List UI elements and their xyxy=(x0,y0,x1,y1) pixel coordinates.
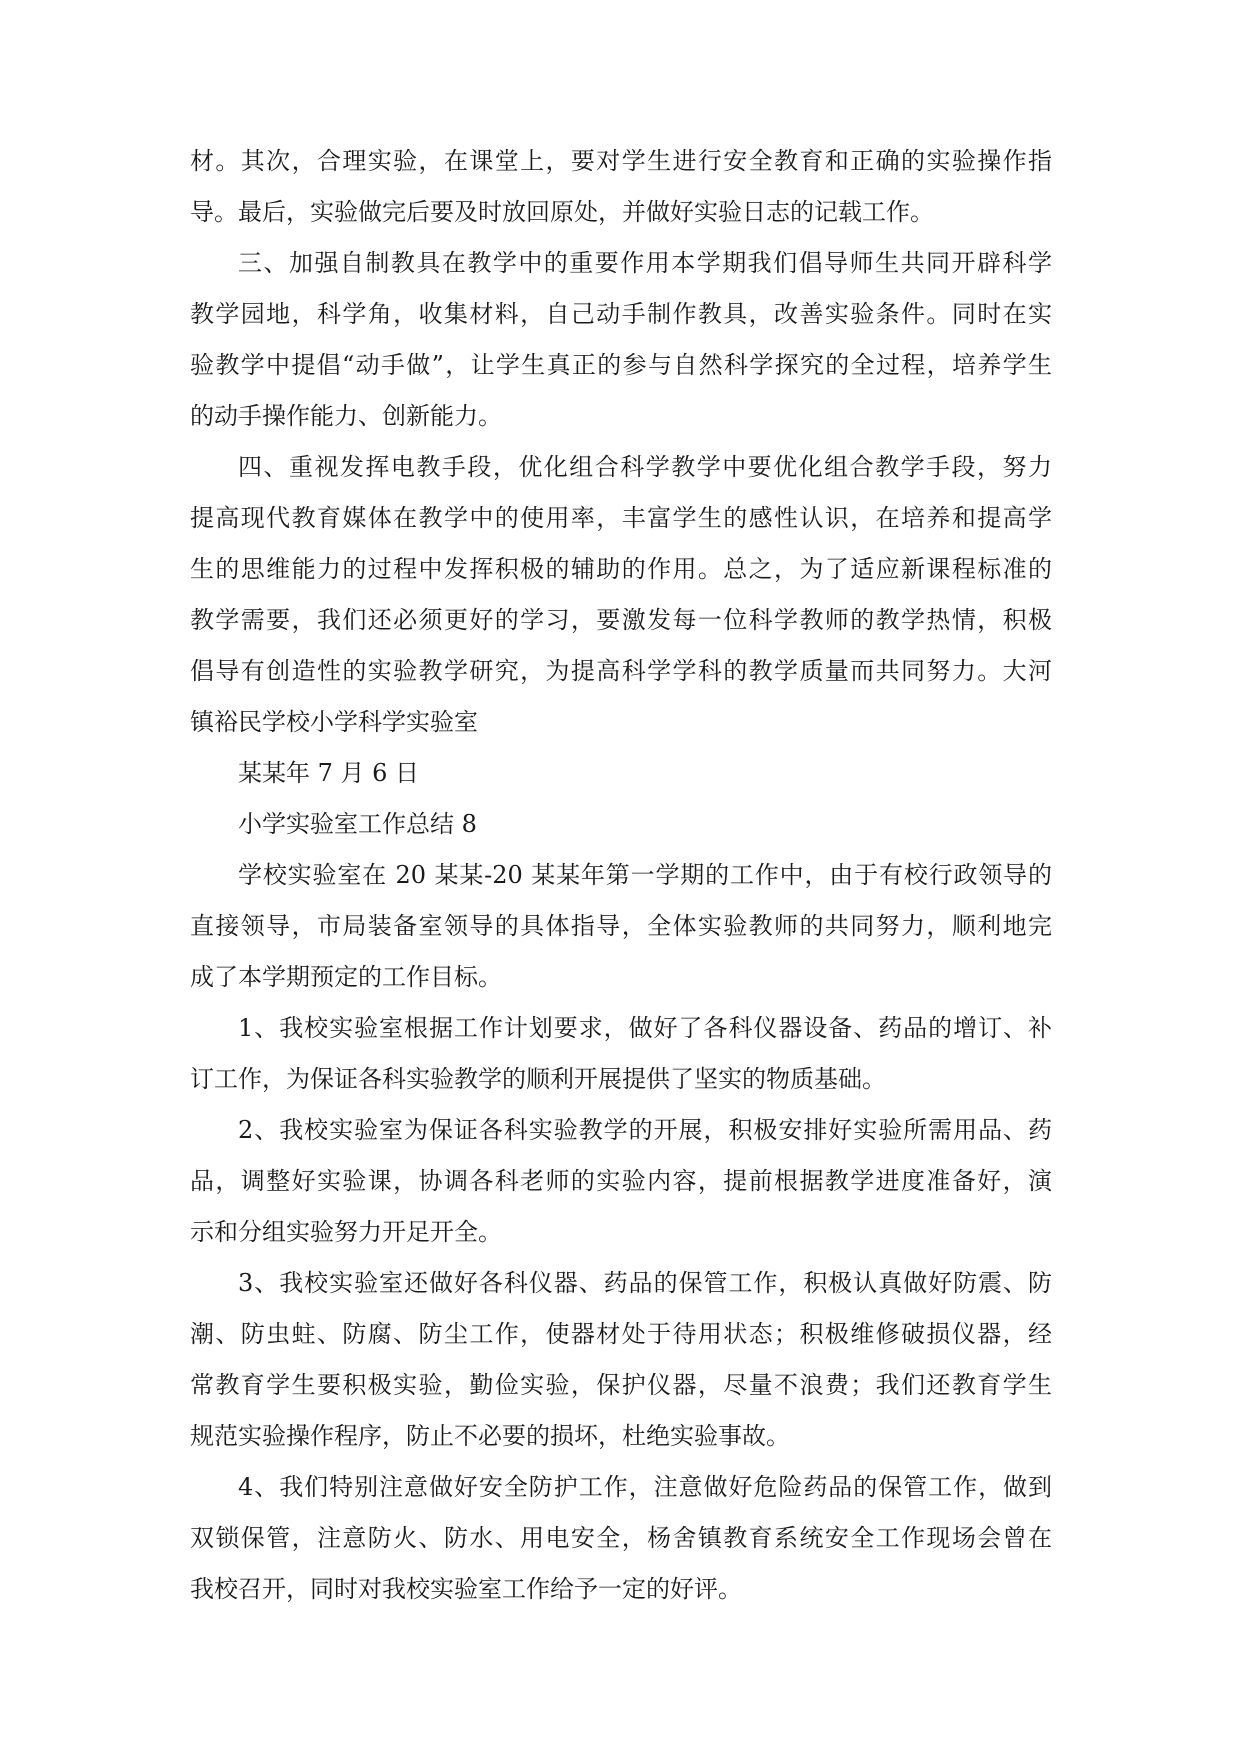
text-line: 4、我们特别注意做好安全防护工作，注意做好危险药品的保管工作，做到 xyxy=(238,1473,1052,1501)
text-line: 3、我校实验室还做好各科仪器、药品的保管工作，积极认真做好防震、防 xyxy=(238,1269,1052,1297)
text-line: 教学园地，科学角，收集材料，自己动手制作教具，改善实验条件。同时在实 xyxy=(190,300,1052,328)
text-line: 的动手操作能力、创新能力。 xyxy=(190,402,502,430)
paragraph-item-1 xyxy=(190,1003,1052,1105)
paragraph-intro xyxy=(190,850,1052,1003)
document-page xyxy=(190,136,1052,1615)
text-line: 我校召开，同时对我校实验室工作给予一定的好评。 xyxy=(190,1575,742,1603)
text-line: 材。其次，合理实验，在课堂上，要对学生进行安全教育和正确的实验操作指 xyxy=(190,147,1052,175)
section-title xyxy=(190,799,1052,850)
text-line: 验教学中提倡“动手做”，让学生真正的参与自然科学探究的全过程，培养学生 xyxy=(190,351,1052,379)
text-line: 2、我校实验室为保证各科实验教学的开展，积极安排好实验所需用品、药 xyxy=(238,1116,1052,1144)
text-line: 某某年 7 月 6 日 xyxy=(238,759,420,787)
text-line: 三、加强自制教具在教学中的重要作用本学期我们倡导师生共同开辟科学 xyxy=(238,249,1052,277)
paragraph-continuation xyxy=(190,136,1052,238)
text-line: 品，调整好实验课，协调各科老师的实验内容，提前根据教学进度准备好，演 xyxy=(190,1167,1052,1195)
text-line: 镇裕民学校小学科学实验室 xyxy=(190,708,478,736)
text-line: 常教育学生要积极实验，勤俭实验，保护仪器，尽量不浪费；我们还教育学生 xyxy=(190,1371,1052,1399)
date-line xyxy=(190,748,1052,799)
text-line: 提高现代教育媒体在教学中的使用率，丰富学生的感性认识，在培养和提高学 xyxy=(190,504,1052,532)
text-line: 潮、防虫蛀、防腐、防尘工作，使器材处于待用状态；积极维修破损仪器，经 xyxy=(190,1320,1052,1348)
text-line: 学校实验室在 20 某某-20 某某年第一学期的工作中，由于有校行政领导的 xyxy=(238,861,1052,889)
text-line: 规范实验操作程序，防止不必要的损坏，杜绝实验事故。 xyxy=(190,1422,790,1450)
text-line: 小学实验室工作总结 8 xyxy=(238,810,477,838)
text-line: 订工作，为保证各科实验教学的顺利开展提供了坚实的物质基础。 xyxy=(190,1065,886,1093)
text-line: 生的思维能力的过程中发挥积极的辅助的作用。总之，为了适应新课程标准的 xyxy=(190,555,1052,583)
paragraph-section-four xyxy=(190,442,1052,748)
paragraph-item-4 xyxy=(190,1462,1052,1615)
text-line: 双锁保管，注意防火、防水、用电安全，杨舍镇教育系统安全工作现场会曾在 xyxy=(190,1524,1052,1552)
paragraph-item-3 xyxy=(190,1258,1052,1462)
text-line: 1、我校实验室根据工作计划要求，做好了各科仪器设备、药品的增订、补 xyxy=(238,1014,1052,1042)
text-line: 四、重视发挥电教手段，优化组合科学教学中要优化组合教学手段，努力 xyxy=(238,453,1052,481)
text-line: 直接领导，市局装备室领导的具体指导，全体实验教师的共同努力，顺利地完 xyxy=(190,912,1052,940)
text-line: 成了本学期预定的工作目标。 xyxy=(190,963,502,991)
text-line: 倡导有创造性的实验教学研究，为提高科学学科的教学质量而共同努力。大河 xyxy=(190,657,1052,685)
paragraph-section-three xyxy=(190,238,1052,442)
text-line: 导。最后，实验做完后要及时放回原处，并做好实验日志的记载工作。 xyxy=(190,198,934,226)
paragraph-item-2 xyxy=(190,1105,1052,1258)
text-line: 教学需要，我们还必须更好的学习，要激发每一位科学教师的教学热情，积极 xyxy=(190,606,1052,634)
text-line: 示和分组实验努力开足开全。 xyxy=(190,1218,502,1246)
